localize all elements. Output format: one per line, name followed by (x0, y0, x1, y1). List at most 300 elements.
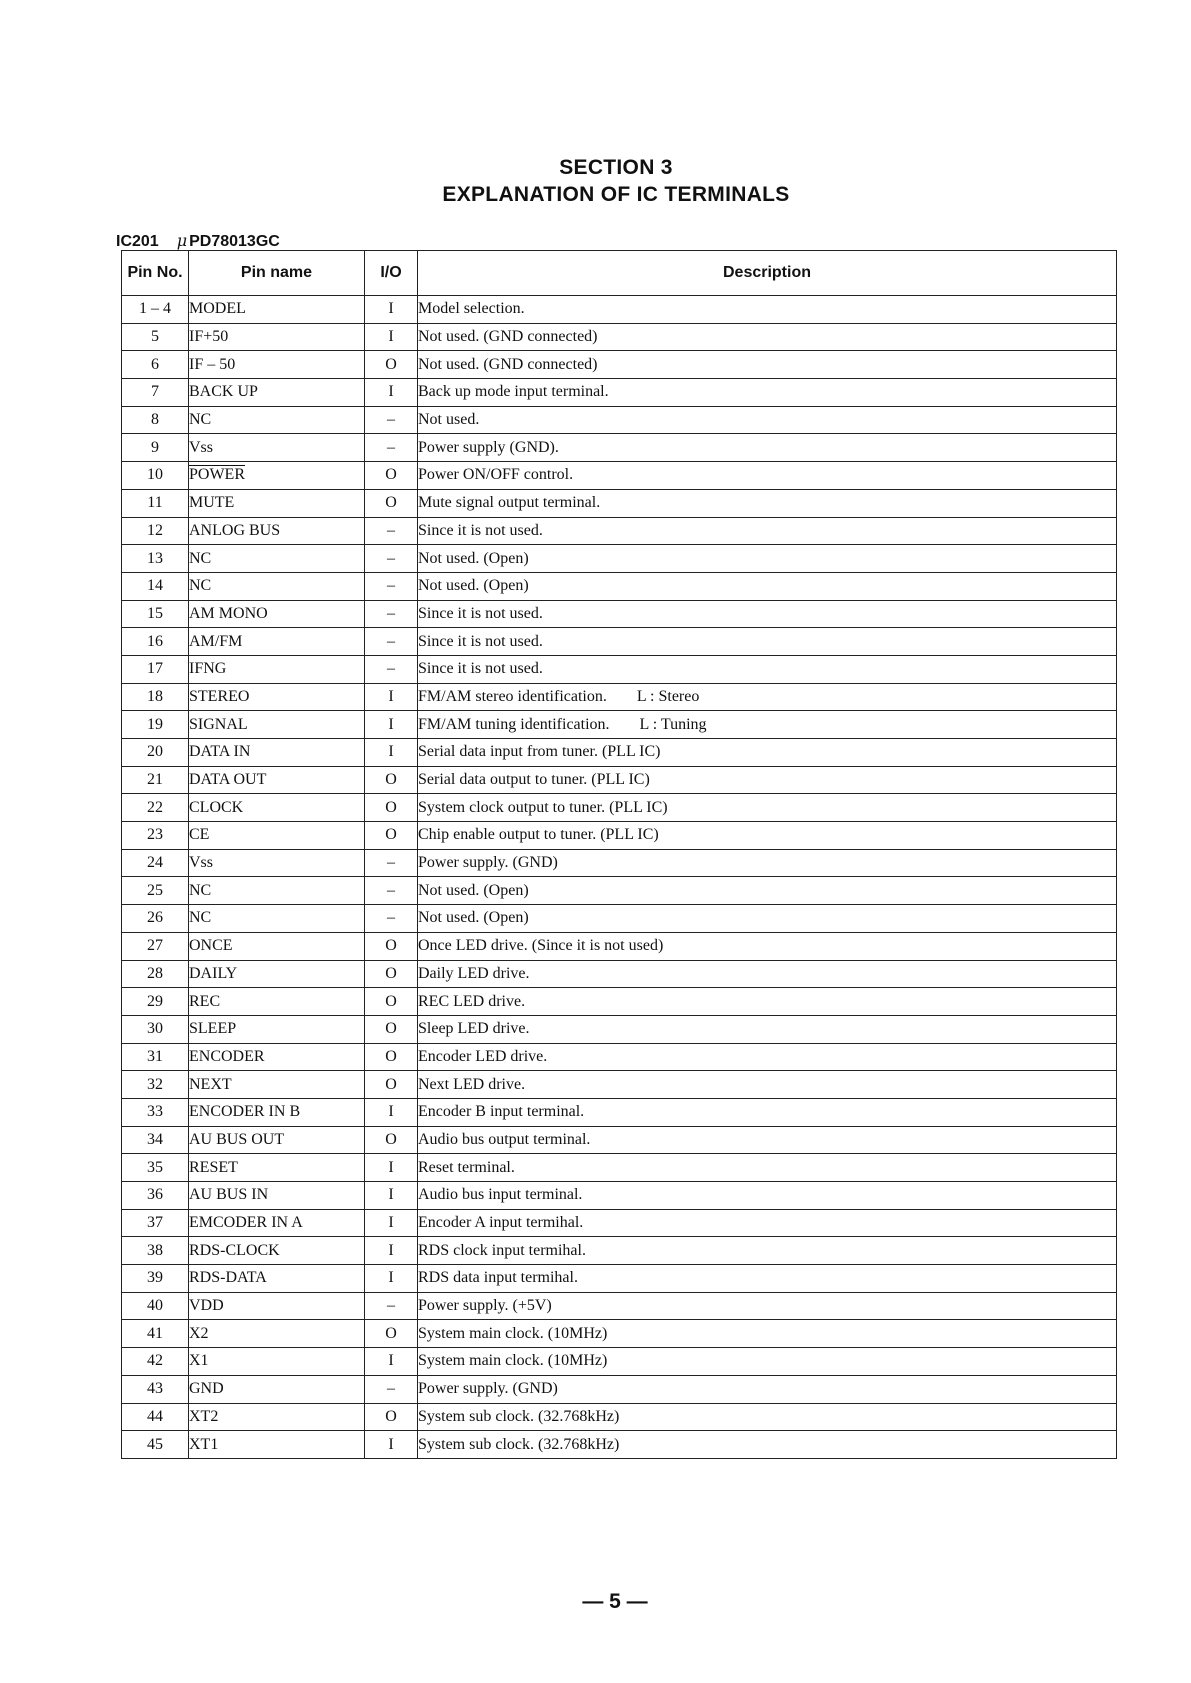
io-cell-text: I (388, 1214, 394, 1232)
description-cell (418, 1265, 1117, 1293)
io-cell-text: I (388, 300, 394, 318)
pin-number-cell-text: 30 (147, 1020, 163, 1038)
pin-name-cell-text: AU BUS OUT (189, 1130, 285, 1148)
description-cell-text: Since it is not used. (418, 660, 543, 678)
pin-number-cell-text: 25 (147, 881, 163, 899)
io-cell-text: I (388, 743, 394, 761)
pin-number-cell (122, 1182, 189, 1210)
io-cell (365, 1431, 418, 1459)
pin-name-cell (189, 1320, 365, 1348)
description-cell (418, 462, 1117, 490)
pin-name-cell-text: STEREO (189, 687, 250, 705)
page-number: — 5 — (582, 1590, 648, 1613)
pin-name-cell (189, 849, 365, 877)
table-row (122, 545, 1117, 573)
description-cell (418, 849, 1117, 877)
pin-name-cell (189, 1292, 365, 1320)
description-cell (418, 1154, 1117, 1182)
description-cell-text: Since it is not used. (418, 604, 543, 622)
pin-name-cell (189, 1375, 365, 1403)
pin-name-cell (189, 1126, 365, 1154)
pin-name-cell-text: EMCODER IN A (189, 1214, 303, 1232)
pin-number-cell (122, 877, 189, 905)
table-row (122, 1292, 1117, 1320)
table-row (122, 462, 1117, 490)
ic-caption (116, 231, 280, 251)
pin-name-cell (189, 711, 365, 739)
table-row (122, 988, 1117, 1016)
description-cell (418, 932, 1117, 960)
table-row (122, 296, 1117, 324)
pin-name-cell (189, 545, 365, 573)
io-cell (365, 1182, 418, 1210)
description-cell (418, 1182, 1117, 1210)
pin-name-cell (189, 794, 365, 822)
pin-number-cell-text: 43 (147, 1380, 163, 1398)
io-cell-text: – (387, 577, 395, 595)
pin-name-cell-text: XT2 (189, 1407, 219, 1425)
io-cell (365, 1375, 418, 1403)
description-cell-text: Encoder LED drive. (418, 1047, 548, 1065)
description-cell-text: System main clock. (10MHz) (418, 1324, 608, 1342)
table-row (122, 1431, 1117, 1459)
pin-name-cell-text: BACK UP (189, 383, 258, 401)
pin-number-cell-text: 40 (147, 1297, 163, 1315)
description-cell-text: Serial data output to tuner. (PLL IC) (418, 771, 650, 789)
pin-name-cell (189, 766, 365, 794)
pin-number-cell (122, 849, 189, 877)
table-row (122, 628, 1117, 656)
pin-name-cell-text: RDS-CLOCK (189, 1241, 280, 1259)
pin-name-cell-text: AM MONO (189, 604, 268, 622)
description-cell-text: Once LED drive. (Since it is not used) (418, 937, 664, 955)
pin-name-cell (189, 932, 365, 960)
table-body (122, 296, 1117, 1459)
description-cell-text: Not used. (GND connected) (418, 355, 598, 373)
pin-number-cell (122, 655, 189, 683)
io-cell (365, 739, 418, 767)
io-cell-text: I (388, 1158, 394, 1176)
pin-number-cell (122, 1098, 189, 1126)
pin-number-cell-text: 8 (151, 411, 159, 429)
description-cell-text: Chip enable output to tuner. (PLL IC) (418, 826, 659, 844)
io-cell (365, 323, 418, 351)
table-row (122, 905, 1117, 933)
description-cell-text: RDS clock input termihal. (418, 1241, 586, 1259)
table-row (122, 572, 1117, 600)
pin-name-cell-text: ENCODER IN B (189, 1103, 301, 1121)
pin-number-cell-text: 17 (147, 660, 163, 678)
description-cell-text: Since it is not used. (418, 521, 543, 539)
section-title: EXPLANATION OF IC TERMINALS (442, 183, 790, 206)
pin-name-cell-text: XT1 (189, 1435, 219, 1453)
io-cell (365, 462, 418, 490)
description-cell (418, 1237, 1117, 1265)
table-row (122, 960, 1117, 988)
pin-number-cell (122, 296, 189, 324)
section-number: SECTION 3 (559, 156, 673, 179)
io-cell (365, 849, 418, 877)
pin-number-cell-text: 29 (147, 992, 163, 1010)
io-cell-text: – (387, 438, 395, 456)
pin-name-cell-text: ENCODER (189, 1047, 265, 1065)
pin-number-cell-text: 26 (147, 909, 163, 927)
io-cell (365, 1320, 418, 1348)
description-cell-text: Power ON/OFF control. (418, 466, 574, 484)
io-cell-text: I (388, 715, 394, 733)
table-row (122, 932, 1117, 960)
description-cell-text: System sub clock. (32.768kHz) (418, 1435, 620, 1453)
pin-number-cell-text: 7 (151, 383, 159, 401)
pin-name-cell (189, 1098, 365, 1126)
table-row (122, 849, 1117, 877)
io-cell (365, 905, 418, 933)
io-cell-text: – (387, 411, 395, 429)
pin-number-cell-text: 31 (147, 1047, 163, 1065)
io-cell (365, 711, 418, 739)
pin-name-cell (189, 462, 365, 490)
pin-number-cell-text: 15 (147, 604, 163, 622)
table-row (122, 877, 1117, 905)
pin-name-cell-text: RDS-DATA (189, 1269, 267, 1287)
io-cell-text: O (385, 826, 397, 844)
description-cell (418, 600, 1117, 628)
table-row (122, 600, 1117, 628)
pin-number-cell-text: 13 (147, 549, 163, 567)
pin-number-cell-text: 28 (147, 964, 163, 982)
description-cell (418, 1431, 1117, 1459)
io-cell-text: I (388, 1103, 394, 1121)
io-cell (365, 351, 418, 379)
pin-number-cell-text: 34 (147, 1130, 163, 1148)
pin-number-cell (122, 572, 189, 600)
pin-number-cell-text: 18 (147, 687, 163, 705)
pin-name-cell-text: AU BUS IN (189, 1186, 269, 1204)
pin-number-cell-text: 6 (151, 355, 159, 373)
pin-number-cell (122, 766, 189, 794)
description-cell-text: Not used. (GND connected) (418, 328, 598, 346)
pin-number-cell (122, 489, 189, 517)
table-row (122, 406, 1117, 434)
io-cell-text: – (387, 660, 395, 678)
pin-number-cell (122, 1348, 189, 1376)
io-cell (365, 960, 418, 988)
description-cell (418, 905, 1117, 933)
description-cell-text: Encoder A input termihal. (418, 1214, 584, 1232)
io-cell (365, 600, 418, 628)
table-row (122, 1320, 1117, 1348)
pin-name-cell (189, 1237, 365, 1265)
pin-name-cell-text: POWER (189, 466, 245, 484)
io-cell (365, 1098, 418, 1126)
io-cell (365, 655, 418, 683)
pin-name-cell (189, 1154, 365, 1182)
io-cell-text: O (385, 937, 397, 955)
io-cell (365, 489, 418, 517)
io-cell-text: I (388, 1269, 394, 1287)
io-cell-text: O (385, 1020, 397, 1038)
description-cell-text: Not used. (418, 411, 480, 429)
description-cell-text: Not used. (Open) (418, 881, 529, 899)
pin-name-cell (189, 1015, 365, 1043)
io-cell-text: – (387, 1380, 395, 1398)
pin-number-cell-text: 45 (147, 1435, 163, 1453)
table-row (122, 822, 1117, 850)
pin-number-cell-text: 37 (147, 1214, 163, 1232)
description-cell-text: System sub clock. (32.768kHz) (418, 1407, 620, 1425)
pin-number-cell-text: 5 (151, 328, 159, 346)
pin-name-cell-text: MUTE (189, 494, 235, 512)
io-cell-text: O (385, 992, 397, 1010)
pin-name-cell (189, 379, 365, 407)
pin-name-cell-text: CLOCK (189, 798, 244, 816)
io-cell (365, 877, 418, 905)
pin-name-cell-text: IFNG (189, 660, 227, 678)
io-cell-text: I (388, 1352, 394, 1370)
io-cell (365, 766, 418, 794)
pin-name-cell (189, 1071, 365, 1099)
pin-name-cell-text: NC (189, 549, 212, 567)
io-cell-text: O (385, 1324, 397, 1342)
pin-number-cell-text: 22 (147, 798, 163, 816)
pin-number-cell (122, 600, 189, 628)
pin-name-cell (189, 489, 365, 517)
description-cell-text: System clock output to tuner. (PLL IC) (418, 798, 668, 816)
description-cell-text: Next LED drive. (418, 1075, 526, 1093)
table-row (122, 655, 1117, 683)
pin-number-cell-text: 9 (151, 438, 159, 456)
description-cell (418, 628, 1117, 656)
io-cell (365, 296, 418, 324)
description-cell (418, 1071, 1117, 1099)
io-cell (365, 1209, 418, 1237)
description-cell (418, 988, 1117, 1016)
pin-number-cell-text: 20 (147, 743, 163, 761)
pin-number-cell (122, 351, 189, 379)
pin-name-cell-text: NC (189, 577, 212, 595)
io-cell-text: I (388, 1435, 394, 1453)
description-cell-text: Audio bus output terminal. (418, 1130, 591, 1148)
description-cell (418, 434, 1117, 462)
io-cell (365, 1237, 418, 1265)
io-cell (365, 628, 418, 656)
pin-number-cell (122, 1209, 189, 1237)
pin-number-cell (122, 1071, 189, 1099)
description-cell-text: System main clock. (10MHz) (418, 1352, 608, 1370)
description-cell-text: REC LED drive. (418, 992, 526, 1010)
pin-number-cell (122, 1043, 189, 1071)
description-note: L : Tuning (639, 715, 707, 733)
pin-number-cell (122, 462, 189, 490)
io-cell-text: O (385, 771, 397, 789)
pin-name-cell-text: DAILY (189, 964, 238, 982)
pin-number-cell (122, 1265, 189, 1293)
pin-number-cell-text: 41 (147, 1324, 163, 1342)
io-cell-text: O (385, 1407, 397, 1425)
io-cell-text: I (388, 383, 394, 401)
table-row (122, 1348, 1117, 1376)
description-cell-text: Power supply. (+5V) (418, 1297, 552, 1315)
pin-name-cell (189, 655, 365, 683)
pin-number-cell-text: 27 (147, 937, 163, 955)
description-cell-text: RDS data input termihal. (418, 1269, 578, 1287)
io-cell-text: – (387, 909, 395, 927)
pin-name-cell (189, 572, 365, 600)
pin-number-cell-text: 32 (147, 1075, 163, 1093)
io-cell-text: – (387, 1297, 395, 1315)
table-header-row (122, 251, 1117, 296)
description-cell (418, 1403, 1117, 1431)
description-cell (418, 572, 1117, 600)
pin-number-cell (122, 1403, 189, 1431)
pin-name-cell-text: MODEL (189, 300, 246, 318)
pin-number-cell (122, 1015, 189, 1043)
description-cell-text: Power supply. (GND) (418, 1380, 558, 1398)
table-row (122, 1182, 1117, 1210)
table-row (122, 794, 1117, 822)
pin-number-cell-text: 10 (147, 466, 163, 484)
ic-terminal-table (121, 250, 1117, 1459)
pin-number-cell-text: 23 (147, 826, 163, 844)
pin-number-cell-text: 38 (147, 1241, 163, 1259)
pin-name-cell (189, 1209, 365, 1237)
pin-name-cell-text: NC (189, 881, 212, 899)
description-cell-text: Model selection. (418, 300, 525, 318)
table-row (122, 683, 1117, 711)
description-cell (418, 296, 1117, 324)
io-cell-text: – (387, 549, 395, 567)
description-cell (418, 489, 1117, 517)
io-cell-text: – (387, 632, 395, 650)
io-cell-text: O (385, 466, 397, 484)
description-cell (418, 822, 1117, 850)
io-cell-text: O (385, 964, 397, 982)
description-cell-text: Reset terminal. (418, 1158, 515, 1176)
pin-name-cell (189, 434, 365, 462)
description-cell-text: FM/AM stereo identification. (418, 687, 607, 705)
description-cell (418, 323, 1117, 351)
pin-name-cell (189, 905, 365, 933)
io-cell (365, 1403, 418, 1431)
pin-number-cell (122, 379, 189, 407)
pin-name-cell (189, 351, 365, 379)
pin-number-cell (122, 739, 189, 767)
io-cell (365, 794, 418, 822)
description-cell (418, 545, 1117, 573)
pin-number-cell (122, 960, 189, 988)
io-cell (365, 379, 418, 407)
pin-name-cell-text: NC (189, 909, 212, 927)
pin-name-cell (189, 1431, 365, 1459)
pin-name-cell (189, 1043, 365, 1071)
io-cell (365, 1265, 418, 1293)
pin-name-cell-text: CE (189, 826, 210, 844)
description-cell (418, 351, 1117, 379)
pin-name-cell-text: RESET (189, 1158, 238, 1176)
description-cell (418, 960, 1117, 988)
table-row (122, 517, 1117, 545)
pin-name-cell (189, 822, 365, 850)
pin-name-cell (189, 296, 365, 324)
description-cell (418, 379, 1117, 407)
pin-name-cell (189, 1403, 365, 1431)
io-cell (365, 1154, 418, 1182)
table-row (122, 1071, 1117, 1099)
description-cell-text: Daily LED drive. (418, 964, 530, 982)
pin-name-cell-text: DATA IN (189, 743, 251, 761)
description-cell-text: Power supply. (GND) (418, 854, 558, 872)
description-cell (418, 766, 1117, 794)
io-cell-text: I (388, 1186, 394, 1204)
io-cell (365, 1348, 418, 1376)
description-cell-text: Not used. (Open) (418, 577, 529, 595)
description-cell-text: Not used. (Open) (418, 909, 529, 927)
io-cell-text: O (385, 1130, 397, 1148)
pin-number-cell (122, 988, 189, 1016)
io-cell-text: – (387, 521, 395, 539)
pin-name-cell-text: X2 (189, 1324, 209, 1342)
pin-number-cell (122, 932, 189, 960)
pin-number-cell (122, 434, 189, 462)
table-row (122, 323, 1117, 351)
description-cell (418, 1015, 1117, 1043)
ic-part-number: PD78013GC (189, 233, 280, 250)
io-cell-text: – (387, 604, 395, 622)
description-cell-text: Audio bus input terminal. (418, 1186, 583, 1204)
table-row (122, 379, 1117, 407)
description-cell (418, 1320, 1117, 1348)
pin-number-cell-text: 19 (147, 715, 163, 733)
table-row (122, 1375, 1117, 1403)
pin-number-cell-text: 33 (147, 1103, 163, 1121)
description-cell-text: Encoder B input terminal. (418, 1103, 585, 1121)
table-row (122, 1098, 1117, 1126)
description-cell (418, 1043, 1117, 1071)
table-row (122, 434, 1117, 462)
pin-name-cell-text: NC (189, 411, 212, 429)
io-cell-text: I (388, 1241, 394, 1259)
table-row (122, 711, 1117, 739)
pin-name-cell-text: NEXT (189, 1075, 232, 1093)
pin-name-cell (189, 877, 365, 905)
pin-name-cell (189, 323, 365, 351)
pin-number-cell (122, 1320, 189, 1348)
ic-ref: IC201 (116, 233, 159, 250)
io-cell-text: O (385, 798, 397, 816)
io-cell-text: – (387, 854, 395, 872)
header-io: I/O (365, 251, 418, 296)
pin-name-cell (189, 683, 365, 711)
pin-name-cell-text: REC (189, 992, 221, 1010)
pin-name-cell-text: ANLOG BUS (189, 521, 281, 539)
io-cell (365, 572, 418, 600)
pin-name-cell-text: DATA OUT (189, 771, 267, 789)
pin-number-cell (122, 628, 189, 656)
description-cell-text: Since it is not used. (418, 632, 543, 650)
pin-name-cell (189, 600, 365, 628)
description-cell-text: Sleep LED drive. (418, 1020, 530, 1038)
pin-number-cell-text: 35 (147, 1158, 163, 1176)
pin-number-cell (122, 711, 189, 739)
description-cell (418, 739, 1117, 767)
pin-number-cell-text: 42 (147, 1352, 163, 1370)
pin-number-cell-text: 12 (147, 521, 163, 539)
pin-number-cell (122, 905, 189, 933)
pin-name-cell-text: X1 (189, 1352, 209, 1370)
pin-name-cell (189, 960, 365, 988)
pin-name-cell (189, 988, 365, 1016)
pin-number-cell (122, 1126, 189, 1154)
